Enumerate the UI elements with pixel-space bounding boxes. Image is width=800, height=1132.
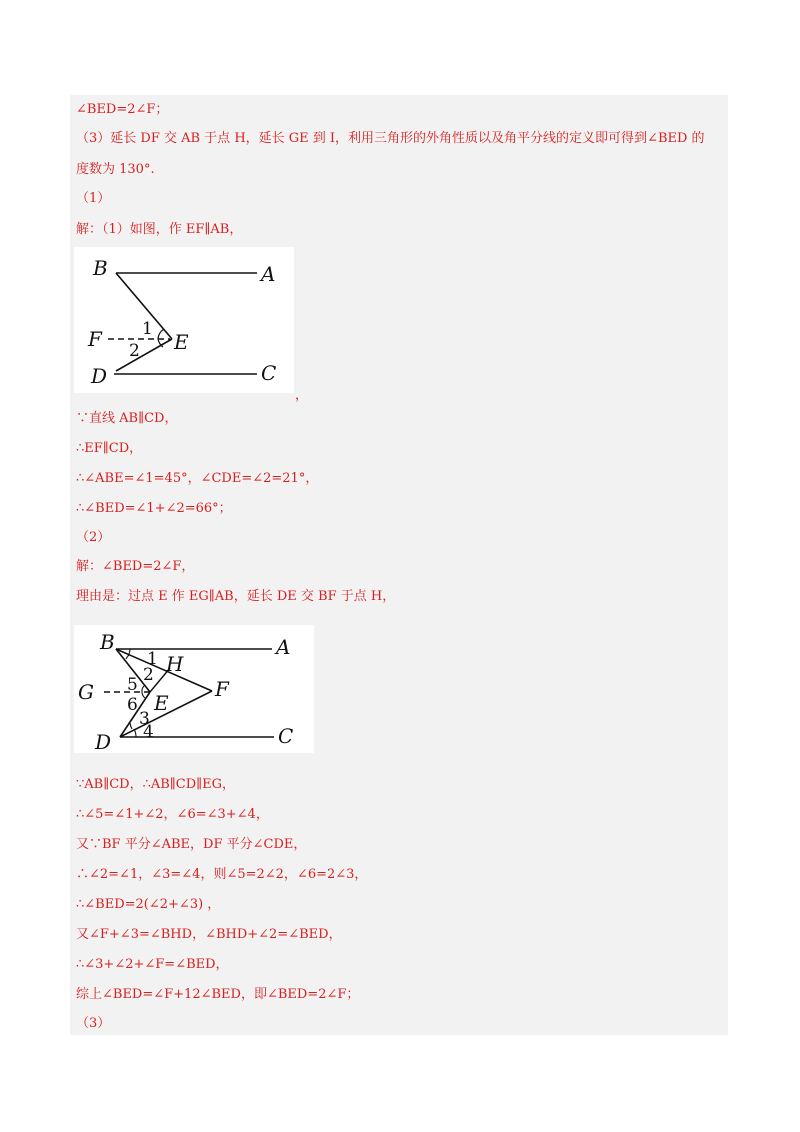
figure-1-comma: ， — [295, 388, 309, 403]
text-line: 又∠F+∠3=∠BHD，∠BHD+∠2=∠BED， — [76, 927, 342, 942]
angle-1-label: 1 — [147, 649, 158, 669]
figure-2-svg — [74, 625, 314, 753]
angle-4-label: 4 — [143, 722, 154, 742]
label-G: G — [78, 680, 94, 704]
text-line: （1） — [76, 191, 111, 206]
label-B: B — [100, 630, 115, 654]
text-line: 理由是：过点 E 作 EG∥AB，延长 DE 交 BF 于点 H， — [76, 589, 396, 604]
label-H: H — [166, 652, 184, 676]
label-E: E — [154, 691, 169, 715]
text-line: 解：∠BED=2∠F， — [76, 559, 195, 574]
angle-2-label: 2 — [143, 665, 154, 685]
label-C: C — [278, 724, 294, 748]
label-F: F — [215, 677, 229, 701]
label-C: C — [261, 361, 277, 385]
label-F: F — [88, 327, 102, 351]
text-line: （3） — [76, 1016, 111, 1031]
text-line: ∵直线 AB∥CD， — [76, 411, 178, 426]
text-line: ∴EF∥CD， — [76, 441, 143, 456]
text-line: ∴∠3+∠2+∠F=∠BED， — [76, 957, 229, 972]
angle-6-label: 6 — [127, 695, 138, 715]
label-D: D — [95, 730, 112, 753]
text-line: 度数为 130°. — [76, 162, 155, 177]
text-line: 解：（1）如图，作 EF∥AB， — [76, 222, 243, 237]
angle-5-label: 5 — [127, 675, 138, 695]
figure-1 — [74, 247, 294, 393]
text-line: 综上∠BED=∠F+12∠BED，即∠BED=2∠F； — [76, 987, 360, 1002]
text-line: 又∵BF 平分∠ABE，DF 平分∠CDE， — [76, 837, 307, 852]
text-line: （3）延长 DF 交 AB 于点 H，延长 GE 到 I，利用三角形的外角性质以及角平分线的定义即可得到∠BED 的 — [76, 131, 705, 146]
text-line: （2） — [76, 530, 111, 545]
text-line: ∠BED=2∠F； — [76, 102, 169, 117]
angle-1-label: 1 — [142, 319, 153, 339]
label-D: D — [91, 364, 108, 388]
figure-1-svg — [74, 247, 294, 393]
label-B: B — [93, 256, 108, 280]
text-line: ∵AB∥CD，∴AB∥CD∥EG， — [76, 777, 236, 792]
text-line: ∴∠5=∠1+∠2，∠6=∠3+∠4， — [76, 807, 269, 822]
angle-2-label: 2 — [129, 341, 140, 361]
label-E: E — [174, 330, 189, 354]
angle-3-label: 3 — [139, 709, 150, 729]
label-A: A — [276, 635, 291, 659]
figure-2 — [74, 625, 314, 753]
text-line: ∴∠BED=∠1+∠2=66°； — [76, 501, 232, 516]
label-A: A — [261, 262, 276, 286]
text-line: ∴∠BED=2(∠2+∠3) ， — [76, 897, 221, 912]
text-line: ∴∠2=∠1，∠3=∠4，则∠5=2∠2，∠6=2∠3， — [76, 867, 368, 882]
text-line: ∴∠ABE=∠1=45°，∠CDE=∠2=21°， — [76, 471, 319, 486]
